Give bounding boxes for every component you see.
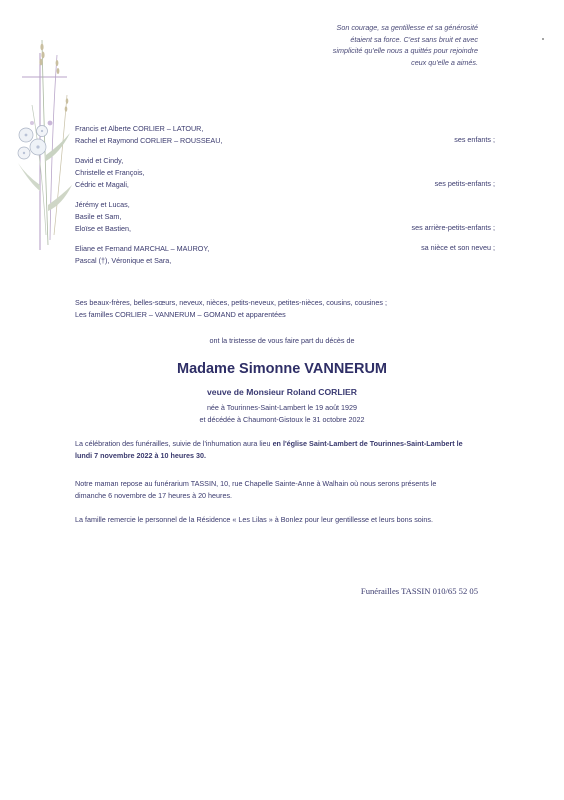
ceremony-text: La célébration des funérailles, suivie de l'inhumation aura lieu: [75, 439, 273, 448]
quote-line: Son courage, sa gentillesse et sa générosité: [336, 23, 478, 32]
announcement-intro: ont la tristesse de vous faire part du décès de: [209, 336, 355, 345]
extended-family: [75, 297, 387, 321]
family-name-line: Basile et Sam,: [75, 212, 122, 221]
family-name-line: Francis et Alberte CORLIER – LATOUR,: [75, 124, 204, 133]
family-relation: ses petits-enfants ;: [434, 179, 495, 188]
family-name-line: Pascal (†), Véronique et Sara,: [75, 256, 172, 265]
family-list: [75, 123, 495, 275]
quote-line: étaient sa force. C'est sans bruit et avec: [350, 34, 478, 44]
family-name-line: Christelle et François,: [75, 168, 145, 177]
widow-of: veuve de Monsieur Roland CORLIER: [207, 387, 357, 397]
family-name-line: Eliane et Fernand MARCHAL – MAUROY,: [75, 244, 210, 253]
repose-paragraph: [75, 478, 480, 502]
family-group-children: [75, 123, 495, 147]
repose-line: Notre maman repose au funérarium TASSIN, 10, rue Chapelle Sainte-Anne à Walhain où nous serons présents le: [75, 479, 437, 488]
memorial-quote: [248, 22, 478, 68]
family-name-line: David et Cindy,: [75, 156, 124, 165]
family-name-line: Cédric et Magali,: [75, 180, 129, 189]
ceremony-place: en l'église Saint-Lambert de Tourinnes-Saint-Lambert le: [272, 439, 463, 448]
family-group-grandchildren: [75, 155, 495, 191]
extended-family-line: Ses beaux-frères, belles-sœurs, neveux, nièces, petits-neveux, petites-nièces, cousins, cousines ;: [75, 298, 388, 307]
birth-info: née à Tourinnes-Saint-Lambert le 19 août 1929: [206, 403, 358, 412]
quote-line: simplicité qu'elle nous a quittés pour rejoindre: [332, 46, 478, 56]
extended-family-line: Les familles CORLIER – VANNERUM – GOMAND et apparentées: [75, 310, 286, 319]
deceased-name: Madame Simonne VANNERUM: [176, 361, 387, 377]
ceremony-date: lundi 7 novembre 2022 à 10 heures 30.: [75, 451, 207, 460]
family-name-line: Rachel et Raymond CORLIER – ROUSSEAU,: [75, 136, 223, 145]
family-name-line: Eloïse et Bastien,: [75, 224, 131, 233]
death-info: et décédée à Chaumont-Gistoux le 31 octobre 2022: [199, 415, 365, 424]
thanks-paragraph: La famille remercie le personnel de la Résidence « Les Lilas » à Bonlez pour leur gentillesse et leurs bons soins.: [75, 515, 433, 524]
family-name-line: Jérémy et Lucas,: [75, 200, 130, 209]
family-group-great-grandchildren: [75, 199, 495, 235]
quote-line: ceux qu'elle a aimés.: [411, 57, 478, 67]
corner-dot: [542, 38, 544, 40]
family-relation: ses enfants ;: [454, 135, 495, 144]
family-relation: ses arrière-petits-enfants ;: [411, 223, 495, 232]
funeral-home-contact: Funérailles TASSIN 010/65 52 05: [360, 586, 478, 596]
family-group-niece-nephew: [75, 243, 495, 267]
ceremony-paragraph: [75, 438, 480, 462]
repose-line: dimanche 6 novembre de 17 heures à 20 heures.: [75, 491, 233, 500]
family-relation: sa nièce et son neveu ;: [421, 243, 495, 252]
